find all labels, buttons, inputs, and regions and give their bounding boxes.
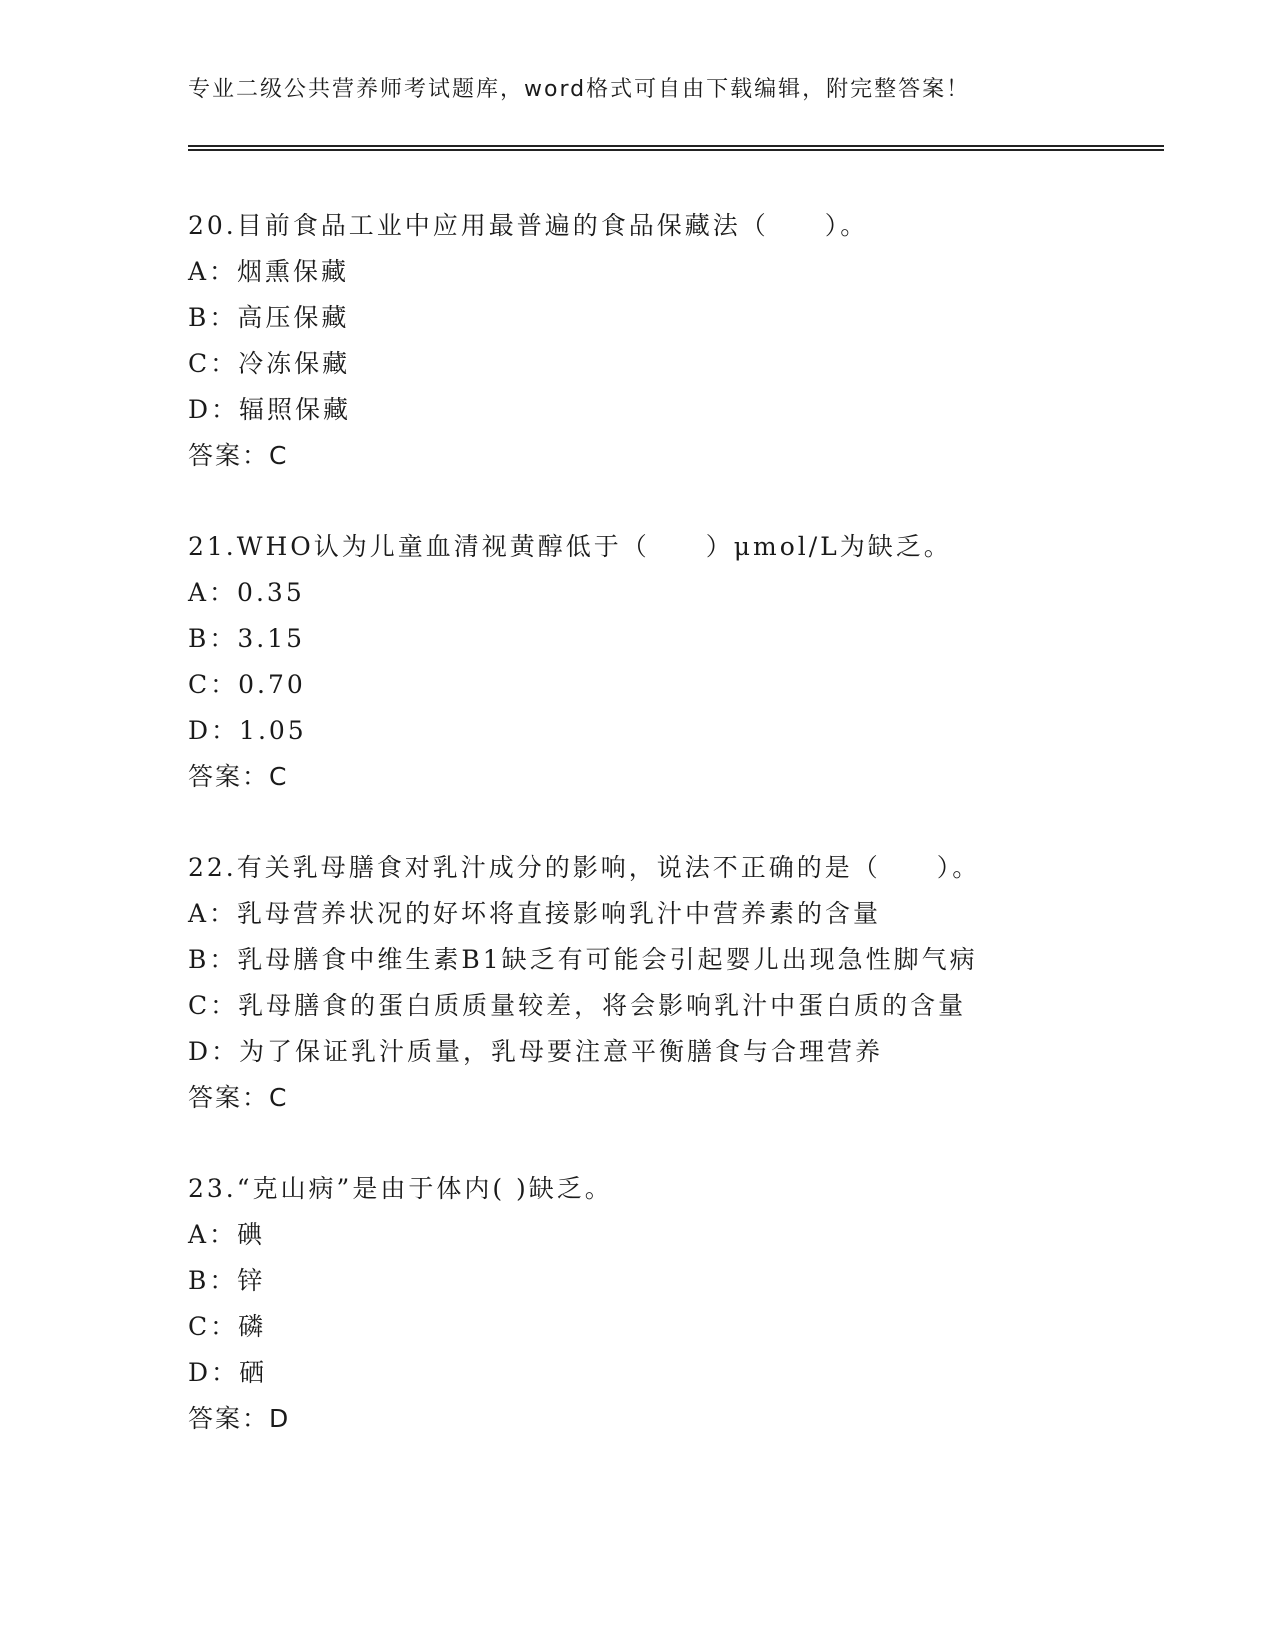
option-a: A：烟熏保藏	[188, 257, 350, 286]
header-double-rule	[188, 145, 1164, 151]
option-b: B：锌	[188, 1266, 266, 1295]
option-d: D：辐照保藏	[188, 395, 352, 424]
answer: 答案：C	[188, 762, 289, 791]
option-c: C：冷冻保藏	[188, 349, 351, 378]
option-d: D：硒	[188, 1358, 268, 1387]
question-20	[188, 203, 1178, 479]
question-stem: 23.“克山病”是由于体内( )缺乏。	[188, 1174, 613, 1203]
question-stem: 22.有关乳母膳食对乳汁成分的影响，说法不正确的是（ ）。	[188, 853, 981, 882]
option-a: A：乳母营养状况的好坏将直接影响乳汁中营养素的含量	[188, 899, 882, 928]
option-b: B：高压保藏	[188, 303, 350, 332]
option-c: C：乳母膳食的蛋白质质量较差，将会影响乳汁中蛋白质的含量	[188, 991, 967, 1020]
question-stem: 21.WHO认为儿童血清视黄醇低于（ ）μmol/L为缺乏。	[188, 532, 952, 561]
answer: 答案：C	[188, 1083, 289, 1112]
option-b: B：3.15	[188, 624, 306, 653]
page-header: 专业二级公共营养师考试题库，word格式可自由下载编辑，附完整答案！	[188, 77, 971, 102]
answer: 答案：C	[188, 441, 289, 470]
question-23	[188, 1166, 1178, 1442]
option-a: A：0.35	[188, 578, 305, 607]
option-c: C：磷	[188, 1312, 267, 1341]
option-d: D：为了保证乳汁质量，乳母要注意平衡膳食与合理营养	[188, 1037, 884, 1066]
option-a: A：碘	[188, 1220, 266, 1249]
question-stem: 20.目前食品工业中应用最普遍的食品保藏法（ ）。	[188, 211, 869, 240]
option-c: C：0.70	[188, 670, 306, 699]
question-21	[188, 524, 1178, 800]
option-d: D：1.05	[188, 716, 307, 745]
option-b: B：乳母膳食中维生素B1缺乏有可能会引起婴儿出现急性脚气病	[188, 945, 978, 974]
question-22	[188, 845, 1178, 1121]
answer: 答案：D	[188, 1404, 291, 1433]
